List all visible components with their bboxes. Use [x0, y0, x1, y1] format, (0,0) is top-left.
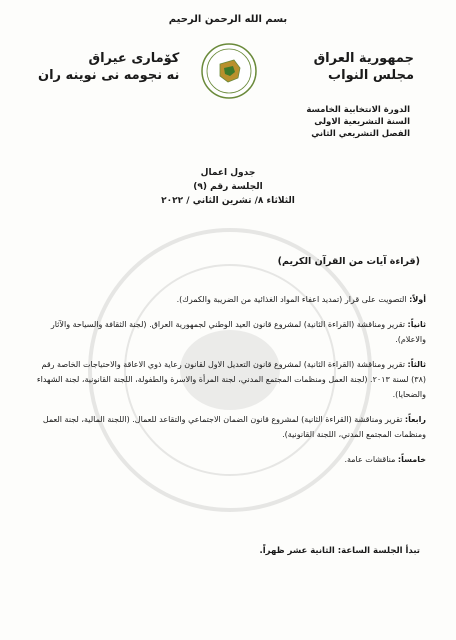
electoral-cycle: الدورة الانتخابية الخامسة [306, 105, 410, 115]
agenda-title: جدول اعمال [200, 168, 256, 178]
header-left-country: كۆمارى عيراق [88, 51, 180, 66]
quran-reading: (قراءة آيات من القرآن الكريم) [277, 256, 420, 267]
agenda-item-5 [30, 452, 426, 467]
item-text: تقرير ومناقشة (القراءة الثانية) لمشروع قانون العيد الوطني لجمهورية العراق. (لجنة الثقافة والسياحة والآثار والاعلام). [50, 320, 426, 344]
item-label: ثانياً: [407, 320, 426, 329]
session-start-time: تبدأ الجلسة الساعة: الثانية عشر ظهراً. [259, 546, 420, 556]
parliament-emblem-icon [200, 42, 258, 100]
header-left [38, 50, 179, 84]
agenda-heading [0, 166, 456, 208]
basmala: بسم الله الرحمن الرحيم [168, 14, 288, 25]
item-label: ثالثاً: [407, 360, 426, 369]
agenda-item-3 [30, 357, 426, 402]
item-text: تقرير ومناقشة (القراءة الثانية) لمشروع قانون الضمان الاجتماعي والتقاعد للعمال. (اللجنة المالية، لجنة العمل ومنظمات المجتمع المدني، اللجنة القانونية). [42, 415, 426, 439]
header-right-council: مجلس النواب [328, 68, 414, 83]
session-info [306, 104, 410, 140]
item-label: أولاً: [409, 295, 426, 304]
item-text: مناقشات عامة. [344, 455, 396, 464]
agenda-item-1 [30, 292, 426, 307]
header-left-council: نه نجومه نى نوينه ران [38, 68, 180, 83]
session-date: الثلاثاء ٨/ تشرين الثاني / ٢٠٢٢ [161, 196, 295, 206]
item-label: رابعاً: [404, 415, 426, 424]
legislative-year: السنة التشريعية الاولى [314, 117, 410, 127]
header-right [314, 50, 414, 84]
legislative-term: الفصل التشريعي الثاني [311, 129, 410, 139]
agenda-item-4 [30, 412, 426, 442]
item-label: خامساً: [397, 455, 426, 464]
agenda-item-2 [30, 317, 426, 347]
item-text: التصويت على قرار (تمديد اعفاء المواد الغذائية من الضريبة والكمرك). [176, 295, 407, 304]
header-right-country: جمهورية العراق [313, 51, 414, 66]
session-number: الجلسة رقم (٩) [193, 182, 263, 192]
item-text: تقرير ومناقشة (القراءة الثانية) لمشروع قانون التعديل الاول لقانون رعاية ذوي الاعاقة والاحتياجات الخاصة رقم (٣٨) لسنة ٢٠١٣. (لجنة العمل ومنظمات المجتمع المدني، لجنة المرأة والاسرة والطفولة، اللجنة القانونية، لجنة الشهداء والضحايا). [36, 360, 426, 399]
agenda-items [30, 292, 426, 477]
